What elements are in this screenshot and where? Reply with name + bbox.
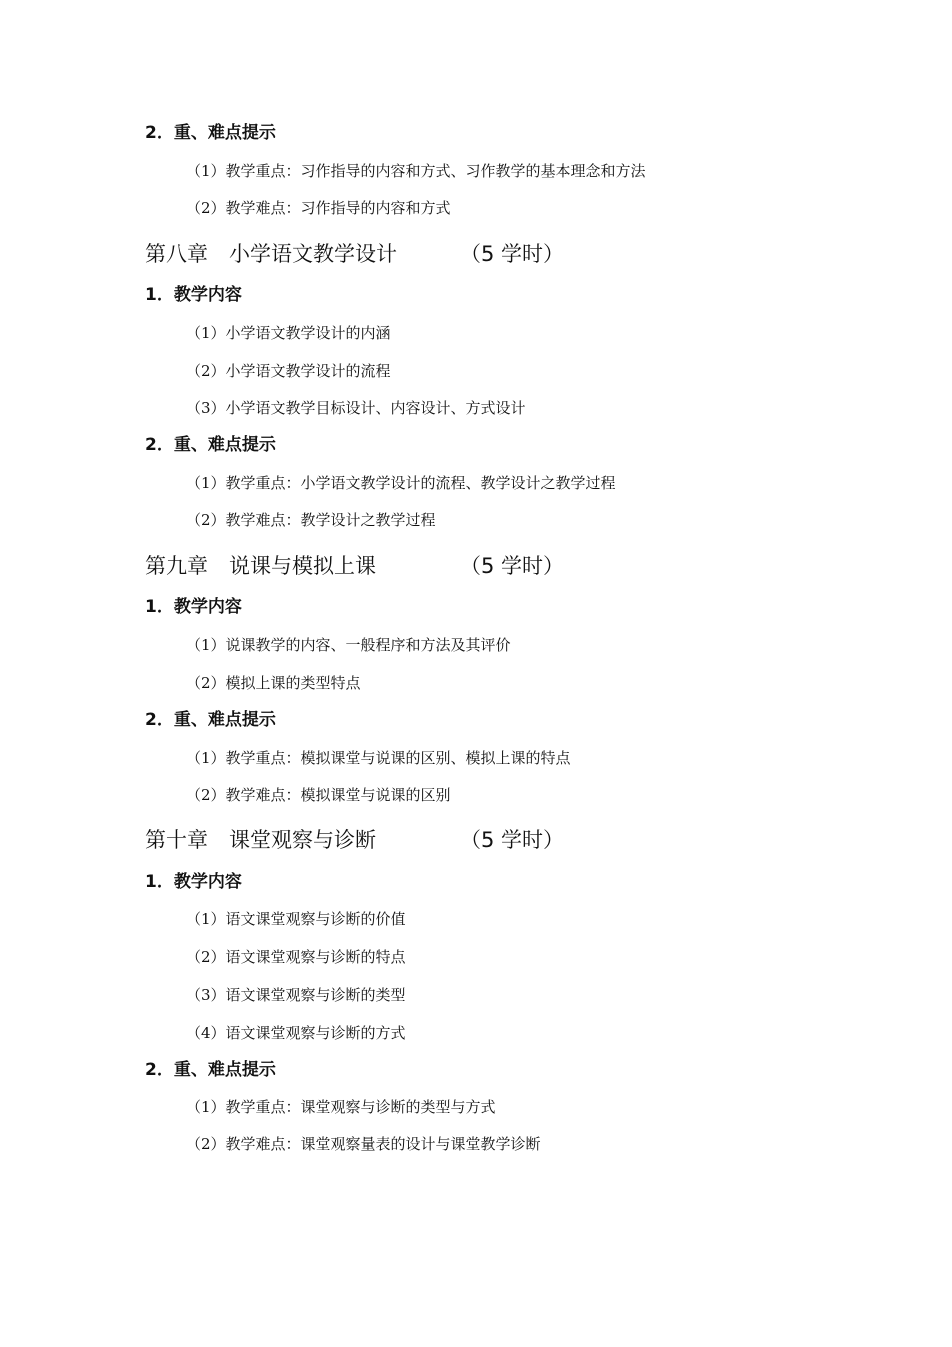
list-item: （2）教学难点：课堂观察量表的设计与课堂教学诊断 [186, 1135, 541, 1153]
list-item: （1）教学重点：小学语文教学设计的流程、教学设计之教学过程 [186, 474, 616, 492]
list-item: （1）教学重点：习作指导的内容和方式、习作教学的基本理念和方法 [186, 162, 646, 180]
section-heading-key-points: 2．重、难点提示 [145, 1060, 276, 1080]
section-heading-key-points: 2．重、难点提示 [145, 123, 276, 143]
section-heading-key-points: 2．重、难点提示 [145, 435, 276, 455]
list-item: （2）小学语文教学设计的流程 [186, 362, 391, 380]
chapter-title [145, 828, 565, 852]
section-heading-content: 1．教学内容 [145, 285, 242, 305]
list-item: （2）教学难点：教学设计之教学过程 [186, 511, 436, 529]
section-heading-content: 1．教学内容 [145, 597, 242, 617]
chapter-title-text: 第十章 课堂观察与诊断 [145, 828, 376, 852]
chapter-title [145, 554, 565, 578]
list-item: （2）教学难点：模拟课堂与说课的区别 [186, 786, 451, 804]
list-item: （3）小学语文教学目标设计、内容设计、方式设计 [186, 399, 526, 417]
list-item: （1）语文课堂观察与诊断的价值 [186, 910, 406, 928]
list-item: （1）教学重点：模拟课堂与说课的区别、模拟上课的特点 [186, 749, 571, 767]
list-item: （4）语文课堂观察与诊断的方式 [186, 1024, 406, 1042]
list-item: （1）小学语文教学设计的内涵 [186, 324, 391, 342]
list-item: （2）语文课堂观察与诊断的特点 [186, 948, 406, 966]
chapter-hours: （5 学时） [460, 554, 565, 578]
chapter-title [145, 242, 565, 266]
chapter-hours: （5 学时） [460, 828, 565, 852]
chapter-title-text: 第九章 说课与模拟上课 [145, 554, 376, 578]
list-item: （3）语文课堂观察与诊断的类型 [186, 986, 406, 1004]
list-item: （2）教学难点：习作指导的内容和方式 [186, 199, 451, 217]
chapter-hours: （5 学时） [460, 242, 565, 266]
section-heading-content: 1．教学内容 [145, 872, 242, 892]
list-item: （2）模拟上课的类型特点 [186, 674, 361, 692]
chapter-title-text: 第八章 小学语文教学设计 [145, 242, 397, 266]
section-heading-key-points: 2．重、难点提示 [145, 710, 276, 730]
list-item: （1）说课教学的内容、一般程序和方法及其评价 [186, 636, 511, 654]
list-item: （1）教学重点：课堂观察与诊断的类型与方式 [186, 1098, 496, 1116]
